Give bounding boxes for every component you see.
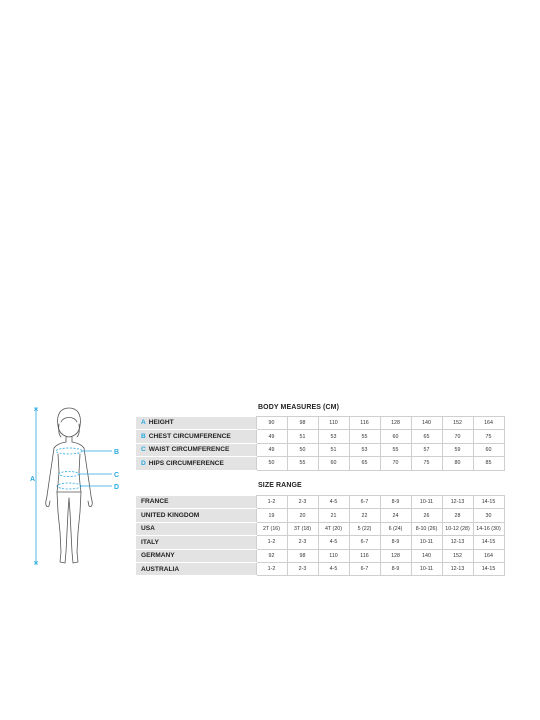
table-cell: 24 — [380, 509, 411, 522]
table-cell: 4-5 — [318, 562, 349, 575]
row-label-text: GERMANY — [141, 552, 175, 560]
table-cell: 14-15 — [473, 562, 504, 575]
row-letter: C — [141, 446, 146, 454]
table-cell: 92 — [256, 549, 287, 562]
row-label — [136, 443, 256, 456]
table-cell: 164 — [473, 549, 504, 562]
table-cell: 14-15 — [473, 536, 504, 549]
table-cell: 70 — [380, 457, 411, 470]
table-cell: 90 — [256, 417, 287, 430]
row-label — [136, 496, 256, 509]
table-cell: 152 — [442, 549, 473, 562]
table-cell: 128 — [380, 417, 411, 430]
table-row — [136, 562, 504, 575]
row-label-text: CHEST CIRCUMFERENCE — [148, 433, 231, 441]
table-cell: 22 — [349, 509, 380, 522]
table-cell: 50 — [256, 457, 287, 470]
table-cell: 12-13 — [442, 562, 473, 575]
row-label-text: HIPS CIRCUMFERENCE — [148, 459, 224, 467]
child-figure-diagram — [28, 402, 128, 582]
row-label — [136, 536, 256, 549]
table-cell: 140 — [411, 417, 442, 430]
table-cell: 14-16 (30) — [473, 522, 504, 535]
table-cell: 70 — [442, 430, 473, 443]
table-row — [136, 496, 504, 509]
table-cell: 8-10 (26) — [411, 522, 442, 535]
table-cell: 1-2 — [256, 536, 287, 549]
table-cell: 10-11 — [411, 496, 442, 509]
row-label — [136, 562, 256, 575]
size-range-title: SIZE RANGE — [258, 482, 302, 489]
table-cell: 51 — [287, 430, 318, 443]
table-cell: 30 — [473, 509, 504, 522]
row-label-text: AUSTRALIA — [141, 565, 180, 573]
table-row — [136, 443, 504, 456]
table-cell: 6 (24) — [380, 522, 411, 535]
table-cell: 19 — [256, 509, 287, 522]
table-cell: 10-12 (28) — [442, 522, 473, 535]
table-cell: 98 — [287, 417, 318, 430]
table-row — [136, 430, 504, 443]
table-cell: 85 — [473, 457, 504, 470]
table-cell: 80 — [442, 457, 473, 470]
table-cell: 51 — [318, 443, 349, 456]
table-cell: 12-13 — [442, 496, 473, 509]
row-letter: A — [141, 419, 146, 427]
table-row — [136, 509, 504, 522]
row-label — [136, 549, 256, 562]
table-cell: 8-9 — [380, 562, 411, 575]
table-cell: 164 — [473, 417, 504, 430]
table-cell: 55 — [349, 430, 380, 443]
row-label-text: WAIST CIRCUMFERENCE — [148, 446, 230, 454]
table-cell: 6-7 — [349, 562, 380, 575]
marker-label-b: B — [114, 449, 120, 456]
table-row — [136, 549, 504, 562]
table-cell: 60 — [380, 430, 411, 443]
marker-label-d: D — [114, 484, 120, 491]
table-row — [136, 457, 504, 470]
row-label-text: ITALY — [141, 538, 159, 546]
row-label — [136, 457, 256, 470]
size-range-table — [136, 495, 505, 576]
table-cell: 53 — [318, 430, 349, 443]
table-cell: 49 — [256, 443, 287, 456]
table-cell: 50 — [287, 443, 318, 456]
table-cell: 14-15 — [473, 496, 504, 509]
table-cell: 1-2 — [256, 562, 287, 575]
table-cell: 26 — [411, 509, 442, 522]
table-cell: 65 — [349, 457, 380, 470]
table-row — [136, 417, 504, 430]
table-cell: 4-5 — [318, 496, 349, 509]
table-cell: 10-11 — [411, 562, 442, 575]
table-cell: 128 — [380, 549, 411, 562]
row-label — [136, 509, 256, 522]
row-label-text: HEIGHT — [148, 419, 174, 427]
table-cell: 8-9 — [380, 536, 411, 549]
table-cell: 140 — [411, 549, 442, 562]
table-cell: 5 (22) — [349, 522, 380, 535]
row-label — [136, 417, 256, 430]
row-letter: D — [141, 459, 146, 467]
table-cell: 4T (20) — [318, 522, 349, 535]
table-cell: 75 — [411, 457, 442, 470]
row-label — [136, 522, 256, 535]
body-measures-table — [136, 416, 505, 471]
table-row — [136, 536, 504, 549]
table-cell: 75 — [473, 430, 504, 443]
table-cell: 55 — [380, 443, 411, 456]
table-cell: 116 — [349, 549, 380, 562]
body-measures-title: BODY MEASURES (CM) — [258, 404, 340, 411]
table-cell: 2-3 — [287, 536, 318, 549]
table-cell: 60 — [473, 443, 504, 456]
table-cell: 55 — [287, 457, 318, 470]
table-cell: 65 — [411, 430, 442, 443]
table-cell: 60 — [318, 457, 349, 470]
table-cell: 57 — [411, 443, 442, 456]
table-cell: 20 — [287, 509, 318, 522]
table-cell: 8-9 — [380, 496, 411, 509]
row-letter: B — [141, 433, 146, 441]
table-cell: 3T (18) — [287, 522, 318, 535]
table-cell: 2T (16) — [256, 522, 287, 535]
table-cell: 49 — [256, 430, 287, 443]
table-cell: 53 — [349, 443, 380, 456]
table-row — [136, 522, 504, 535]
table-cell: 2-3 — [287, 496, 318, 509]
table-cell: 59 — [442, 443, 473, 456]
table-cell: 6-7 — [349, 536, 380, 549]
table-cell: 21 — [318, 509, 349, 522]
table-cell: 4-5 — [318, 536, 349, 549]
table-cell: 12-13 — [442, 536, 473, 549]
row-label-text: FRANCE — [141, 498, 169, 506]
table-cell: 10-11 — [411, 536, 442, 549]
row-label — [136, 430, 256, 443]
table-cell: 116 — [349, 417, 380, 430]
row-label-text: UNITED KINGDOM — [141, 512, 200, 520]
table-cell: 152 — [442, 417, 473, 430]
table-cell: 6-7 — [349, 496, 380, 509]
marker-label-a: A — [30, 476, 36, 483]
table-cell: 110 — [318, 549, 349, 562]
row-label-text: USA — [141, 525, 155, 533]
table-cell: 1-2 — [256, 496, 287, 509]
marker-label-c: C — [114, 472, 120, 479]
table-cell: 98 — [287, 549, 318, 562]
table-cell: 28 — [442, 509, 473, 522]
table-cell: 2-3 — [287, 562, 318, 575]
table-cell: 110 — [318, 417, 349, 430]
